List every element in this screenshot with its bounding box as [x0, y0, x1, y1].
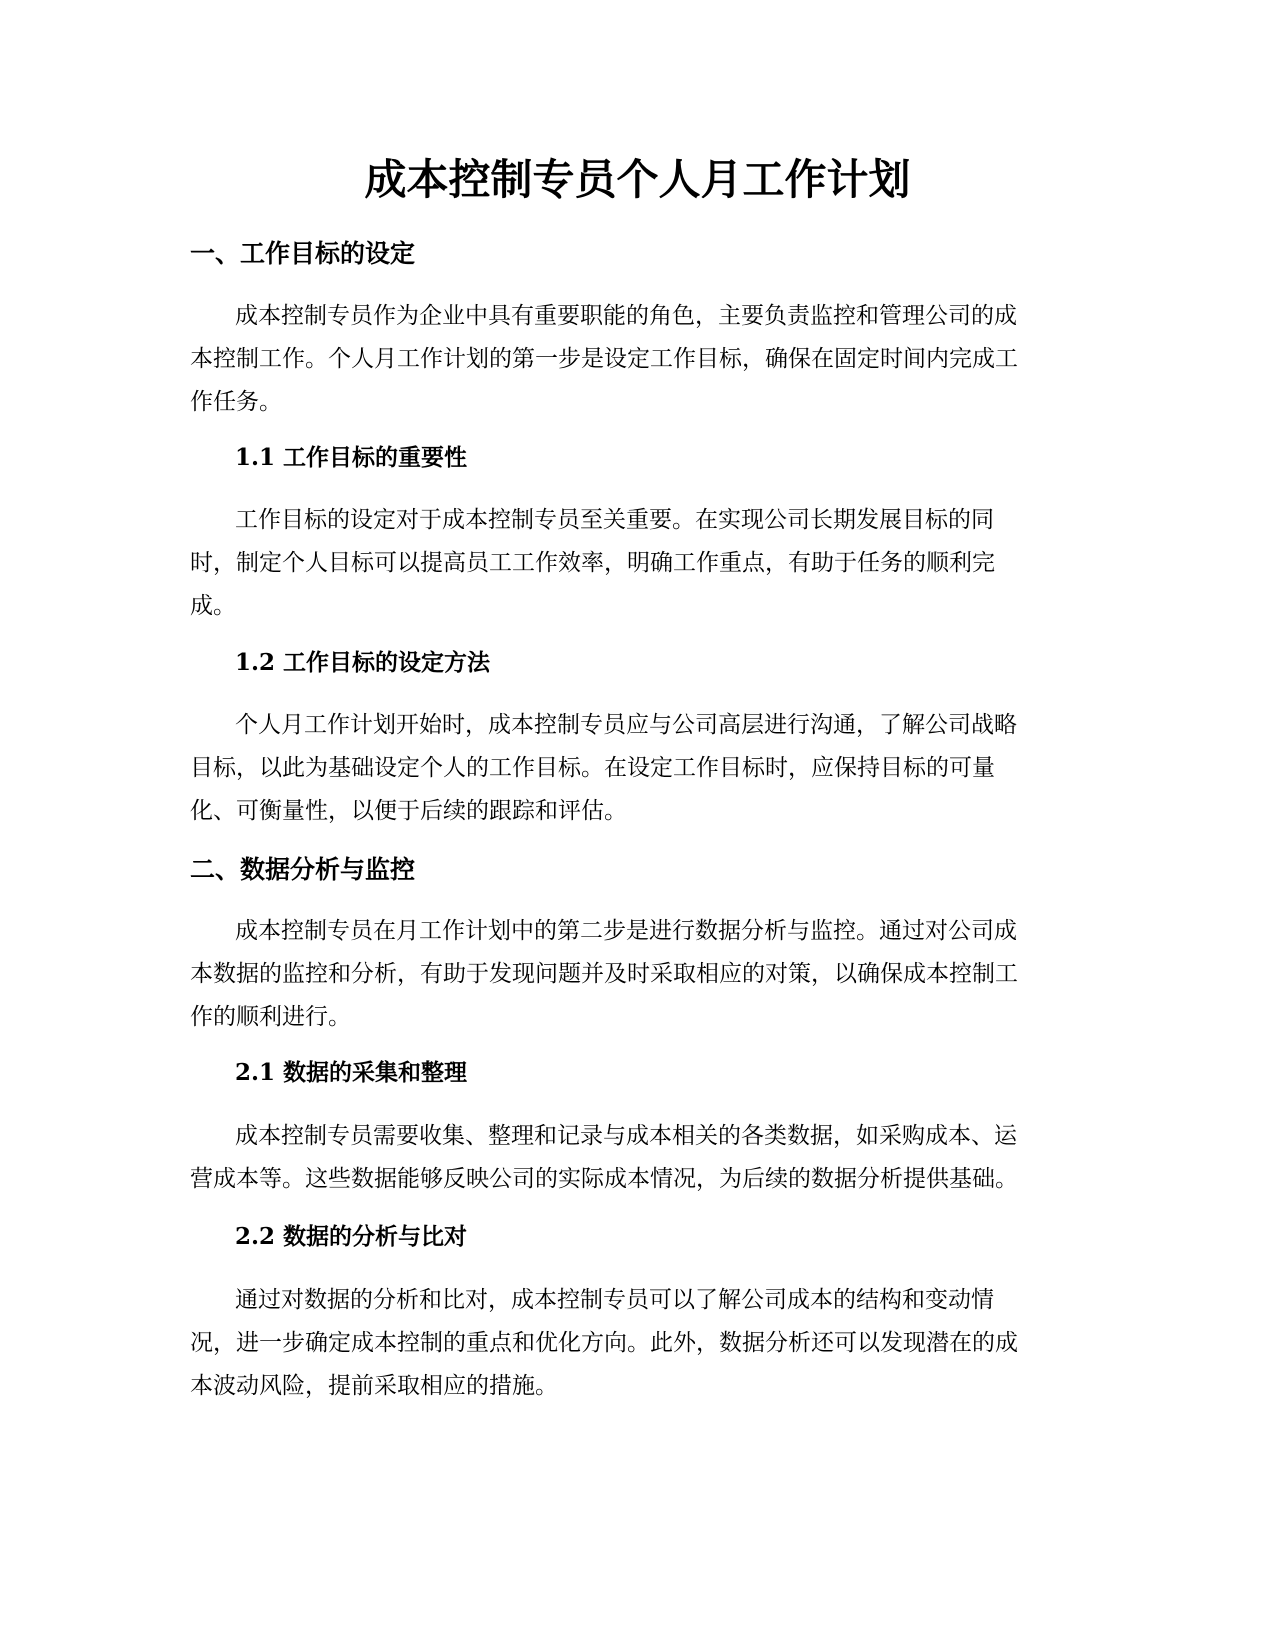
paragraph-line: 目标，以此为基础设定个人的工作目标。在设定工作目标时，应保持目标的可量 — [190, 755, 995, 781]
paragraph-line: 本波动风险，提前采取相应的措施。 — [190, 1373, 558, 1399]
paragraph-line: 时，制定个人目标可以提高员工工作效率，明确工作重点，有助于任务的顺利完 — [190, 550, 995, 576]
subsection-heading-1-2: 1.2 工作目标的设定方法 — [235, 649, 491, 676]
paragraph-line: 本数据的监控和分析，有助于发现问题并及时采取相应的对策，以确保成本控制工 — [190, 961, 1018, 987]
subsection-2-2-paragraph — [190, 1279, 1090, 1408]
section-1-intro-paragraph — [190, 295, 1090, 424]
paragraph-line: 通过对数据的分析和比对，成本控制专员可以了解公司成本的结构和变动情 — [235, 1287, 994, 1313]
paragraph-line: 成。 — [190, 593, 236, 619]
subsection-2-1-paragraph — [190, 1115, 1090, 1201]
subsection-heading-1-1: 1.1 工作目标的重要性 — [235, 444, 468, 471]
section-heading-2: 二、数据分析与监控 — [190, 855, 416, 884]
paragraph-line: 化、可衡量性，以便于后续的跟踪和评估。 — [190, 798, 627, 824]
section-heading-1: 一、工作目标的设定 — [190, 239, 416, 268]
paragraph-line: 成本控制专员作为企业中具有重要职能的角色，主要负责监控和管理公司的成 — [235, 303, 1017, 329]
section-2-intro-paragraph — [190, 910, 1090, 1039]
paragraph-line: 作任务。 — [190, 389, 282, 415]
document-title: 成本控制专员个人月工作计划 — [364, 155, 911, 204]
paragraph-line: 成本控制专员在月工作计划中的第二步是进行数据分析与监控。通过对公司成 — [235, 918, 1017, 944]
subsection-1-2-paragraph — [190, 704, 1090, 833]
subsection-1-1-paragraph — [190, 499, 1090, 628]
paragraph-line: 况，进一步确定成本控制的重点和优化方向。此外，数据分析还可以发现潜在的成 — [190, 1330, 1018, 1356]
paragraph-line: 营成本等。这些数据能够反映公司的实际成本情况，为后续的数据分析提供基础。 — [190, 1166, 1018, 1192]
subsection-heading-2-1: 2.1 数据的采集和整理 — [235, 1059, 468, 1086]
paragraph-line: 个人月工作计划开始时，成本控制专员应与公司高层进行沟通，了解公司战略 — [235, 712, 1017, 738]
paragraph-line: 工作目标的设定对于成本控制专员至关重要。在实现公司长期发展目标的同 — [235, 507, 994, 533]
paragraph-line: 作的顺利进行。 — [190, 1004, 351, 1030]
paragraph-line: 成本控制专员需要收集、整理和记录与成本相关的各类数据，如采购成本、运 — [235, 1123, 1017, 1149]
paragraph-line: 本控制工作。个人月工作计划的第一步是设定工作目标，确保在固定时间内完成工 — [190, 346, 1018, 372]
subsection-heading-2-2: 2.2 数据的分析与比对 — [235, 1223, 468, 1250]
